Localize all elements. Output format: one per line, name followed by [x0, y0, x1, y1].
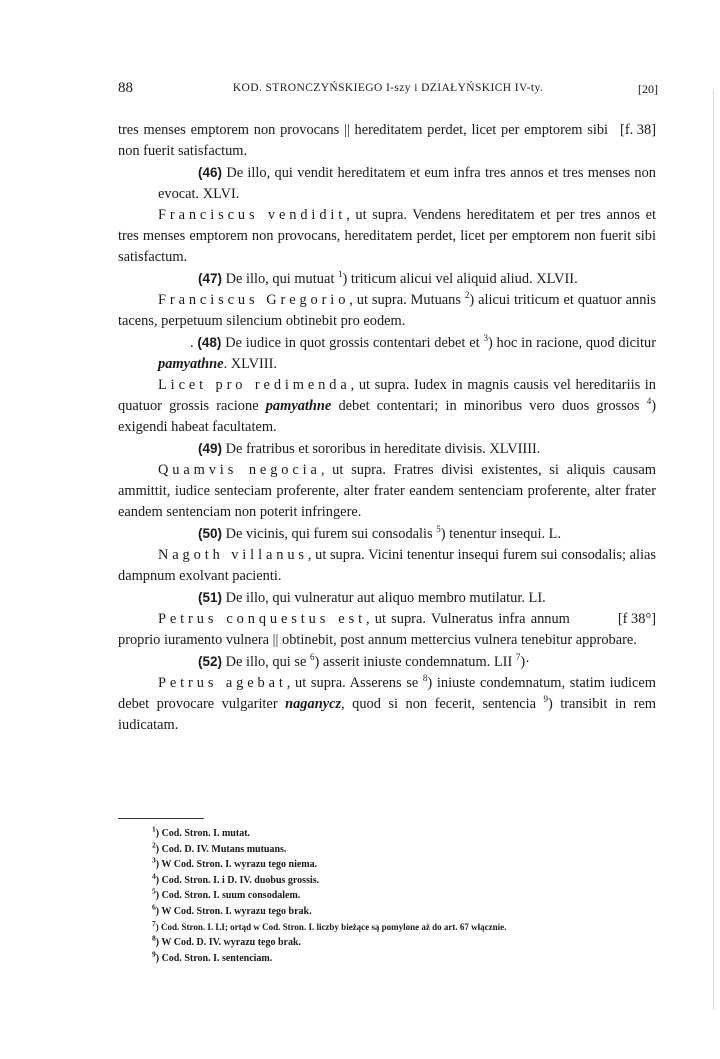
footnote-ref: 8 — [422, 673, 428, 684]
article-number: (49) — [198, 441, 223, 456]
footnote: $^4$) Cod. Stron. I. i D. IV. duobus grossis. — [152, 871, 320, 886]
article-rubric: . (48) De iudice in quot grossis contentari debet et $^3$) hoc in racione, quod dicitur pamyathne. XLVIII. — [158, 333, 656, 372]
vernacular-term: pamyathne — [158, 356, 224, 372]
footnote-ref: 9 — [543, 694, 548, 705]
footnote-ref: 5 — [436, 524, 441, 535]
article-number: (52) — [198, 654, 223, 669]
stray-dot: . — [190, 335, 198, 351]
spaced-heading: Petrus conquestus est — [158, 611, 366, 627]
article-number: (51) — [198, 590, 223, 605]
folio-marker: [f. 38] — [620, 122, 656, 138]
article-text: Franciscus Gregorio, ut supra. Mutuans $^2$) alicui triticum et quatuor annis tacens, perpetuum silencium obtinebit pro eodem. — [118, 290, 657, 329]
spaced-heading: Nagoth villanus — [158, 547, 308, 563]
vernacular-term: naganycz — [285, 696, 342, 712]
footnote-ref: 2 — [464, 290, 470, 301]
article-text: Quamvis negocia, ut supra. Fratres divisi existentes, si aliquis causam ammittit, iudice senteciam proferente, alter frater eandem sentenciam proferente, alter frater eandem sentenciam non poterit infringere. — [118, 462, 656, 520]
spaced-heading: Franciscus vendidit — [158, 207, 347, 223]
main-text — [118, 120, 656, 736]
footnote: $^3$) W Cod. Stron. I. wyrazu tego niema. — [152, 855, 318, 871]
footnote: $^8$) W Cod. D. IV. wyrazu tego brak. — [152, 933, 302, 949]
footnote-ref: 7 — [515, 652, 521, 663]
spaced-heading: Quamvis negocia — [158, 462, 321, 478]
footnote-rule — [118, 818, 204, 819]
spaced-heading: Franciscus Gregorio — [158, 292, 350, 308]
footnote: $^9$) Cod. Stron. I. sentenciam. — [152, 949, 273, 964]
article-rubric: (51) De illo, qui vulneratur aut aliquo membro mutilatur. LI. — [198, 590, 546, 606]
footnote: $^5$) Cod. Stron. I. suum consodalem. — [152, 887, 301, 902]
footnote-ref: 1 — [337, 269, 343, 280]
text-paragraph: [f. 38] tres menses emptorem non provocans || hereditatem perdet, licet per emptorem sibi non fuerit satisfactum. — [118, 122, 656, 159]
vernacular-term: pamyathne — [265, 398, 332, 414]
article-number: (50) — [198, 526, 223, 541]
footnote: $^6$) W Cod. Stron. I. wyrazu tego brak. — [152, 902, 312, 917]
section-number: [20] — [638, 82, 658, 96]
article-text: [f 38°] Petrus conquestus est, ut supra. Vulneratus infra annum proprio iuramento vulnera || obtinebit, post annum mettercius vulnera tenebitur approbare. — [118, 611, 656, 648]
article-number: (46) — [198, 165, 223, 180]
page-number: 88 — [118, 80, 133, 96]
article-rubric: (52) De illo, qui se $^6$) asserit iniuste condemnatum. LII $^7$)· — [198, 652, 530, 670]
article-number: (47) — [198, 271, 223, 286]
footnote-ref: 3 — [483, 333, 488, 344]
article-text: Franciscus vendidit, ut supra. Vendens hereditatem et per tres annos et tres menses emptorem non provocans, hereditatem perdet, licet per emptorem non fuerit sibi satisfactum. — [118, 207, 656, 265]
footnote: $^2$) Cod. D. IV. Mutans mutuans. — [152, 840, 287, 855]
running-title: KOD. STRONCZYŃSKIEGO I-szy i DZIAŁYŃSKICH IV-ty. — [232, 82, 544, 94]
footnotes — [152, 826, 662, 966]
article-number: (48) — [197, 335, 222, 350]
footnote-ref: 4 — [646, 396, 652, 407]
spaced-heading: Petrus agebat — [158, 675, 287, 691]
folio-marker: [f 38°] — [617, 611, 656, 627]
footnote: $^7$) Cod. Stron. I. LI; ortąd w Cod. Stron. I. liczby bieżące są pomylone aż do art. 67 włącznie. — [152, 918, 507, 932]
article-rubric: (47) De illo, qui mutuat $^1$) triticum alicui vel aliquid aliud. XLVII. — [198, 269, 578, 287]
spaced-heading: Licet pro redimenda — [158, 377, 351, 393]
page-header — [118, 80, 658, 102]
article-rubric: (50) De vicinis, qui furem sui consodalis $^5$) tenentur insequi. L. — [198, 524, 562, 542]
article-rubric: (49) De fratribus et sororibus in hereditate divisis. XLVIIII. — [198, 441, 541, 457]
article-text: Nagoth villanus, ut supra. Vicini tenentur insequi furem sui consodalis; alias dampnum exolvant pacienti. — [118, 547, 656, 584]
article-rubric: (46) De illo, qui vendit hereditatem et eum infra tres annos et tres menses non evocat. XLVI. — [158, 165, 656, 202]
article-text: Petrus agebat, ut supra. Asserens se $^8$) iniuste condemnatum, statim iudicem debet provocare vulgariter naganycz, quod si non fecerit, sentencia $^9$) transibit in rem iudicatam. — [118, 673, 656, 733]
footnote: $^1$) Cod. Stron. I. mutat. — [152, 824, 251, 839]
page-edge-line — [713, 90, 714, 1010]
footnote-ref: 6 — [309, 652, 315, 663]
article-text: Licet pro redimenda, ut supra. Iudex in magnis causis vel hereditariis in quatuor grossis racione pamyathne debet contentari; in minoribus vero duos grossos $^4$) exigendi habeat facultatem. — [118, 377, 657, 435]
